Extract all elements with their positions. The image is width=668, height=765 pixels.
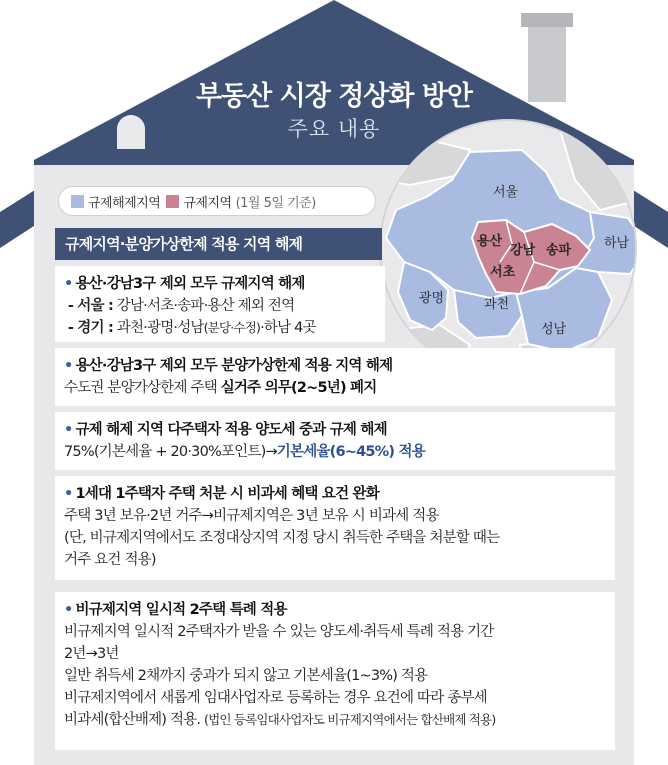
- section-header: 규제지역·분양가상한제 적용 지역 해제: [55, 228, 382, 260]
- map-label-seocho: 서초: [490, 265, 516, 280]
- item3-text-a: 75%(기본세율 + 20·30%포인트)→: [64, 444, 277, 460]
- bullet-icon: •: [64, 422, 73, 438]
- gyeonggi-text-a: 과천·광명·성남: [116, 320, 204, 336]
- item-card-4: [55, 476, 615, 580]
- item5-line4: 비규제지역에서 새롭게 임대사업자로 등록하는 경우 요건에 따라 종부세: [64, 690, 487, 706]
- bullet-icon: •: [64, 358, 73, 374]
- gyeonggi-text-b: (분당·수정): [203, 320, 261, 335]
- item-title: 1세대 1주택자 주택 처분 시 비과세 혜택 요건 완화: [75, 486, 379, 502]
- item2-text-a: 수도권 분양가상한제 주택: [64, 380, 221, 396]
- bullet-icon: •: [64, 602, 73, 618]
- map-label-yongsan: 용산: [477, 234, 503, 249]
- map-label-hanam: 하남: [604, 236, 630, 251]
- map-label-gangnam: 강남: [510, 243, 536, 258]
- item-card-2: [55, 348, 615, 406]
- legend-label-regulated: 규제지역: [183, 195, 232, 211]
- item5-line3: 일반 취득세 2채까지 중과가 되지 않고 기본세율(1~3%) 적용: [64, 668, 428, 684]
- item-card-5: [55, 592, 615, 750]
- item3-text-b: 기본세율(6~45%) 적용: [276, 444, 425, 460]
- legend-swatch-lifted: [71, 195, 84, 208]
- item-title: 용산·강남3구 제외 모두 규제지역 해제: [75, 276, 305, 292]
- legend-label-lifted: 규제해제지역: [88, 195, 161, 211]
- gyeonggi-text-c: ·하남 4곳: [260, 320, 316, 336]
- item-title: 용산·강남3구 제외 모두 분양가상한제 적용 지역 해제: [75, 358, 393, 374]
- item5-line1: 비규제지역 일시적 2주택자가 받을 수 있는 양도세·취득세 특례 적용 기간: [64, 624, 494, 640]
- map-label-seoul: 서울: [493, 185, 519, 200]
- item5-line5-b: (법인 등록임대사업자도 비규제지역에서는 합산배제 적용): [204, 712, 496, 727]
- gyeonggi-label: - 경기 :: [67, 320, 113, 336]
- page-title: 부동산 시장 정상화 방안: [195, 81, 473, 112]
- item4-line2: (단, 비규제지역에서도 조정대상지역 지정 당시 취득한 주택을 처분할 때는: [64, 530, 500, 546]
- bullet-icon: •: [64, 486, 73, 502]
- item5-line5-a: 비과세(합산배제) 적용.: [64, 712, 205, 728]
- item-title: 규제 해제 지역 다주택자 적용 양도세 중과 규제 해제: [75, 422, 387, 438]
- item4-line3: 거주 요건 적용): [64, 552, 156, 568]
- item-card-1: [55, 266, 385, 342]
- seoul-text: 강남·서초·송파·용산 제외 전역: [116, 298, 295, 314]
- legend-date-note: (1월 5일 기준): [235, 195, 316, 211]
- map-legend: [58, 186, 376, 216]
- seoul-label: - 서울 :: [67, 298, 113, 314]
- item-card-3: [55, 412, 615, 470]
- item2-text-b: 실거주 의무(2~5년) 폐지: [220, 380, 377, 396]
- map-label-seongnam: 성남: [541, 322, 567, 337]
- bullet-icon: •: [64, 276, 73, 292]
- page-subtitle: 주요 내용: [287, 117, 381, 141]
- map-label-gwacheon: 과천: [484, 297, 510, 312]
- legend-swatch-regulated: [166, 195, 179, 208]
- map-label-songpa: 송파: [546, 243, 572, 258]
- item5-line2: 2년→3년: [64, 646, 119, 662]
- item-title: 비규제지역 일시적 2주택 특례 적용: [75, 602, 287, 618]
- item4-line1: 주택 3년 보유·2년 거주→비규제지역은 3년 보유 시 비과세 적용: [64, 508, 439, 524]
- map-label-gwangmyeong: 광명: [419, 291, 445, 306]
- chimney-cap: [521, 13, 573, 27]
